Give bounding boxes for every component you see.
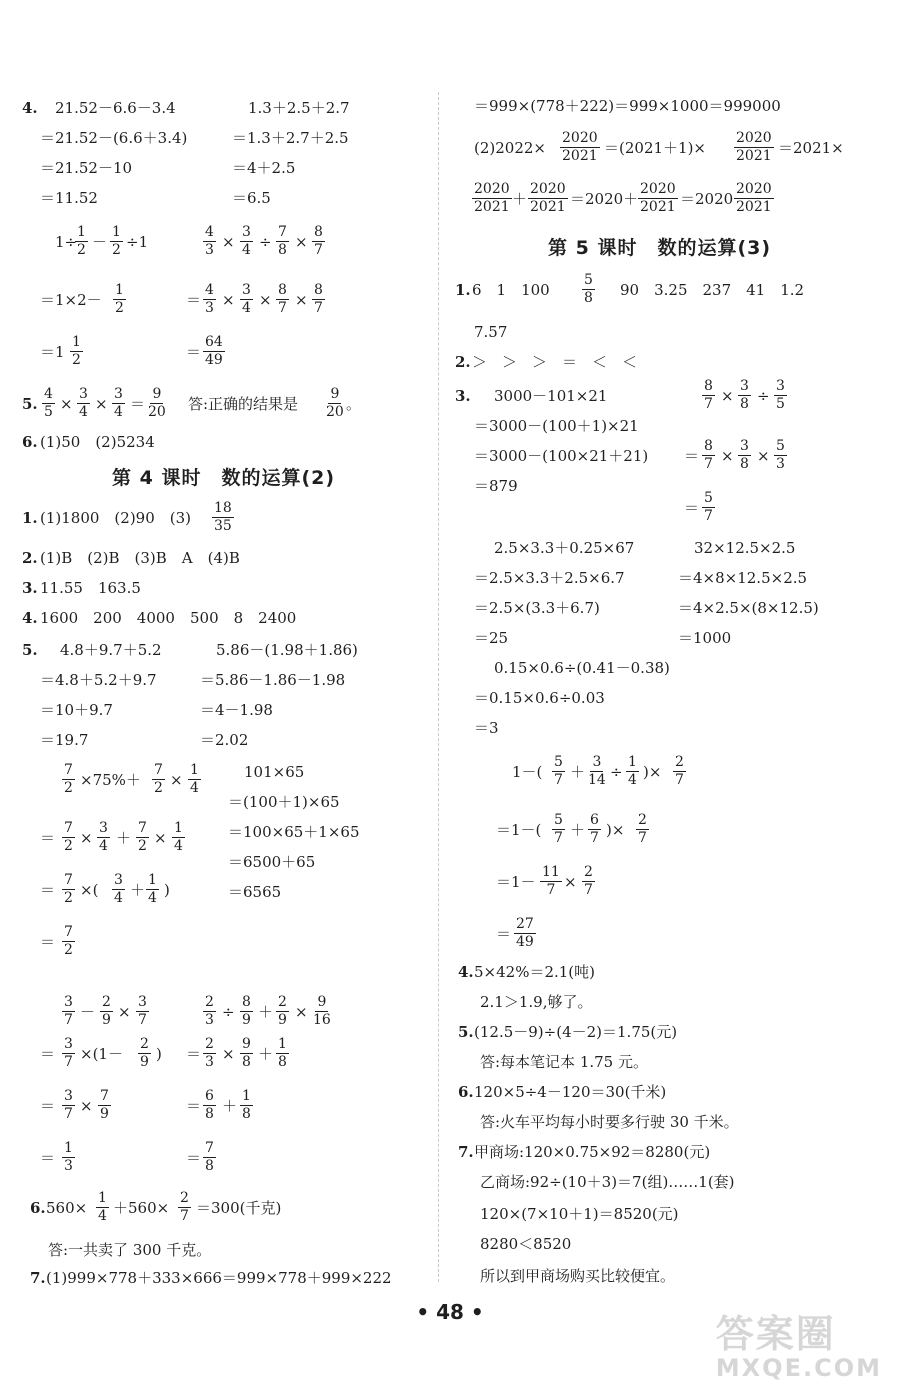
calc-text: －	[92, 233, 108, 251]
question-number: 2.	[22, 549, 38, 567]
calc-text: ×	[721, 447, 734, 465]
calc-text: ＝1－(	[496, 821, 542, 839]
calc-text: ×(	[80, 881, 99, 899]
calc-line: 5×42%＝2.1(吨)	[474, 963, 596, 981]
calc-line: 120×5÷4－120＝30(千米)	[474, 1083, 667, 1101]
calc-text: ＝	[186, 1097, 202, 1115]
calc-line: 5.86－(1.98＋1.86)	[216, 641, 358, 659]
fraction: $\frac{2020}{2021}$	[736, 130, 772, 164]
calc-text: ×	[295, 1003, 308, 1021]
calc-line: ＝4×8×12.5×2.5	[678, 569, 808, 587]
calc-line: ＝21.52－(6.6＋3.4)	[40, 129, 188, 147]
fraction: $\frac{9}{16}$	[313, 994, 331, 1028]
calc-text: ＋	[258, 1045, 274, 1063]
fraction: $\frac{3}{14}$	[588, 754, 606, 788]
fraction: $\frac{11}{7}$	[542, 864, 560, 898]
calc-text: ÷	[610, 763, 623, 781]
fraction: $\frac{6}{8}$	[205, 1088, 214, 1122]
fraction: $\frac{18}{35}$	[214, 500, 232, 534]
calc-line: (1)999×778＋333×666＝999×778＋999×222	[46, 1269, 392, 1287]
fraction: $\frac{2}{3}$	[205, 994, 214, 1028]
calc-text: ＝	[40, 881, 56, 899]
calc-line: ＝999×(778＋222)＝999×1000＝999000	[474, 97, 781, 115]
fraction: $\frac{8}{7}$	[704, 378, 713, 412]
calc-line: ＝6565	[228, 883, 282, 901]
calc-text: ×	[721, 387, 734, 405]
question-number: 2.	[455, 353, 471, 371]
calc-line: 101×65	[244, 763, 305, 781]
calc-line: ＝879	[474, 477, 518, 495]
calc-text: ＝2021×	[778, 139, 844, 157]
calc-text: 1－(	[512, 763, 543, 781]
calc-text: ＝1	[40, 343, 65, 361]
calc-text: ＝	[186, 1045, 202, 1063]
fraction: $\frac{3}{7}$	[64, 994, 73, 1028]
answer-text: 2.1＞1.9,够了。	[480, 993, 593, 1011]
fraction: $\frac{7}{2}$	[64, 762, 73, 796]
question-number: 1.	[22, 509, 38, 527]
fraction: $\frac{1}{4}$	[148, 872, 157, 906]
answer-text: 所以到甲商场购买比较便宜。	[480, 1267, 676, 1285]
calc-line: 4.8＋9.7＋5.2	[60, 641, 162, 659]
fraction: $\frac{2}{7}$	[584, 864, 593, 898]
calc-text: ＝1－	[496, 873, 536, 891]
fraction: $\frac{3}{4}$	[242, 224, 251, 258]
fraction: $\frac{1}{2}$	[115, 282, 124, 316]
answer-text: 11.55 163.5	[40, 579, 141, 597]
fraction: $\frac{1}{3}$	[64, 1140, 73, 1174]
calc-text: ×(1－	[80, 1045, 123, 1063]
calc-text: ＝	[186, 291, 202, 309]
calc-text: ×	[80, 1097, 93, 1115]
calc-line: ＝1.3＋2.7＋2.5	[232, 129, 349, 147]
fraction: $\frac{1}{4}$	[98, 1190, 107, 1224]
calc-text: ×75%＋	[80, 771, 141, 789]
answer-text: 答:一共卖了 300 千克。	[48, 1241, 212, 1259]
question-number: 1.	[455, 281, 471, 299]
calc-text: ＝2020＋	[570, 190, 639, 208]
fraction: $\frac{4}{3}$	[205, 224, 214, 258]
calc-text: ×	[154, 829, 167, 847]
fraction: $\frac{8}{7}$	[314, 282, 323, 316]
fraction: $\frac{2020}{2021}$	[736, 181, 772, 215]
answer-text: 6 1 100	[472, 281, 550, 299]
calc-text: ＝	[40, 933, 56, 951]
fraction: $\frac{7}{2}$	[64, 924, 73, 958]
fraction: $\frac{2020}{2021}$	[640, 181, 676, 215]
calc-text: ×	[118, 1003, 131, 1021]
fraction: $\frac{64}{49}$	[205, 334, 223, 368]
fraction: $\frac{9}{20}$	[148, 386, 166, 420]
calc-line: ＝6500＋65	[228, 853, 316, 871]
calc-line: ＝4×2.5×(8×12.5)	[678, 599, 819, 617]
calc-text: ＋	[570, 821, 586, 839]
calc-text: ×	[60, 395, 73, 413]
column-divider	[438, 92, 440, 1282]
fraction: $\frac{2}{7}$	[180, 1190, 189, 1224]
calc-text: ×	[222, 233, 235, 251]
calc-text: ÷	[757, 387, 770, 405]
fraction: $\frac{2}{9}$	[140, 1036, 149, 1070]
fraction: $\frac{2020}{2021}$	[474, 181, 510, 215]
calc-line: ＝(100＋1)×65	[228, 793, 340, 811]
fraction: $\frac{6}{7}$	[590, 812, 599, 846]
calc-text: ×	[564, 873, 577, 891]
calc-line: (12.5－9)÷(4－2)＝1.75(元)	[474, 1023, 678, 1041]
fraction: $\frac{7}{8}$	[278, 224, 287, 258]
calc-line: ＝4.8＋5.2＋9.7	[40, 671, 157, 689]
fraction: $\frac{4}{3}$	[205, 282, 214, 316]
fraction: $\frac{1}{2}$	[72, 334, 81, 368]
watermark-text: 答案圈	[715, 1312, 836, 1356]
fraction: $\frac{1}{4}$	[190, 762, 199, 796]
calc-text: ×	[80, 829, 93, 847]
calc-line: ＝11.52	[40, 189, 98, 207]
calc-line: 0.15×0.6÷(0.41－0.38)	[494, 659, 670, 677]
calc-text: ＋	[570, 763, 586, 781]
section-heading: 第 4 课时 数的运算(2)	[112, 467, 336, 489]
calc-line: ＝10＋9.7	[40, 701, 113, 719]
calc-text: ＝	[40, 1097, 56, 1115]
fraction: $\frac{1}{2}$	[77, 224, 86, 258]
answer-text: 1600 200 4000 500 8 2400	[40, 609, 297, 627]
fraction: $\frac{8}{9}$	[242, 994, 251, 1028]
fraction: $\frac{5}{7}$	[704, 490, 713, 524]
fraction: $\frac{1}{4}$	[174, 820, 183, 854]
calc-text: )×	[606, 821, 625, 839]
calc-text: ＋	[258, 1003, 274, 1021]
fraction: $\frac{5}{7}$	[554, 754, 563, 788]
calc-text: ×	[95, 395, 108, 413]
calc-text: ＝	[40, 1149, 56, 1167]
calc-line: ＝0.15×0.6÷0.03	[474, 689, 605, 707]
fraction: $\frac{5}{3}$	[776, 438, 785, 472]
question-number: 5.	[22, 395, 38, 413]
calc-text: ＝	[40, 1045, 56, 1063]
calc-text: ＝	[40, 829, 56, 847]
calc-text: ×	[259, 291, 272, 309]
calc-text: ×	[222, 1045, 235, 1063]
answer-text: 7.57	[474, 323, 508, 341]
watermark-logo	[716, 1314, 882, 1382]
fraction: $\frac{3}{4}$	[114, 872, 123, 906]
calc-line: ＝19.7	[40, 731, 89, 749]
calc-text: )×	[643, 763, 662, 781]
fraction: $\frac{5}{8}$	[584, 272, 593, 306]
question-number: 6.	[458, 1083, 474, 1101]
question-number: 6.	[30, 1199, 46, 1217]
calc-text: ＋	[130, 881, 146, 899]
fraction: $\frac{7}{2}$	[64, 820, 73, 854]
answer-text: ＞ ＞ ＞ ＝ ＜ ＜	[472, 353, 638, 371]
answer-text: 90 3.25 237 41 1.2	[620, 281, 805, 299]
fraction: $\frac{8}{7}$	[704, 438, 713, 472]
fraction: $\frac{8}{7}$	[278, 282, 287, 316]
calc-text: ÷	[259, 233, 272, 251]
fraction: $\frac{9}{8}$	[242, 1036, 251, 1070]
calc-line: ＝4－1.98	[200, 701, 273, 719]
calc-text: ×	[295, 233, 308, 251]
answer-text: 答:每本笔记本 1.75 元。	[480, 1053, 648, 1071]
fraction: $\frac{7}{2}$	[154, 762, 163, 796]
answer-text: (1)B (2)B (3)B A (4)B	[40, 549, 240, 567]
fraction: $\frac{1}{4}$	[628, 754, 637, 788]
fraction: $\frac{7}{9}$	[100, 1088, 109, 1122]
fraction: $\frac{7}{2}$	[138, 820, 147, 854]
fraction: $\frac{8}{7}$	[314, 224, 323, 258]
fraction: $\frac{3}{8}$	[740, 438, 749, 472]
calc-line: ＝25	[474, 629, 509, 647]
fraction: $\frac{3}{7}$	[64, 1088, 73, 1122]
calc-text: ×	[757, 447, 770, 465]
fraction: $\frac{3}{5}$	[776, 378, 785, 412]
calc-line: 乙商场:92÷(10＋3)＝7(组)……1(套)	[480, 1173, 735, 1191]
calc-text: ×	[170, 771, 183, 789]
section-heading: 第 5 课时 数的运算(3)	[548, 237, 772, 259]
calc-line: ＝21.52－10	[40, 159, 133, 177]
question-number: 3.	[22, 579, 38, 597]
question-number: 6.	[22, 433, 38, 451]
calc-text: ÷	[222, 1003, 235, 1021]
calc-text: ＝2020	[680, 190, 734, 208]
calc-line: ＝3000－(100×21＋21)	[474, 447, 649, 465]
question-number: 7.	[458, 1143, 474, 1161]
fraction: $\frac{1}{8}$	[242, 1088, 251, 1122]
calc-text: ＝	[130, 395, 146, 413]
calc-line: ＝3	[474, 719, 499, 737]
answer-text: (1)1800 (2)90 (3)	[40, 509, 192, 527]
fraction: $\frac{2}{9}$	[278, 994, 287, 1028]
fraction: $\frac{2}{9}$	[102, 994, 111, 1028]
answer-text: 答:火车平均每小时要多行驶 30 千米。	[480, 1113, 739, 1131]
calc-text: －	[80, 1003, 96, 1021]
calc-line: ＝2.5×(3.3＋6.7)	[474, 599, 600, 617]
calc-text: ＝(2021＋1)×	[604, 139, 706, 157]
calc-text: ＝1×2－	[40, 291, 102, 309]
calc-text: ＝	[684, 499, 700, 517]
watermark-url: MXQE.COM	[715, 1354, 882, 1382]
calc-line: ＝5.86－1.86－1.98	[200, 671, 346, 689]
question-number: 5.	[458, 1023, 474, 1041]
calc-line: ＝1000	[678, 629, 732, 647]
calc-text: (2)2022×	[474, 139, 546, 157]
question-number: 3.	[455, 387, 471, 405]
calc-text: ×	[222, 291, 235, 309]
question-number: 4.	[458, 963, 474, 981]
calc-line: 32×12.5×2.5	[694, 539, 796, 557]
calc-text: ＋	[116, 829, 132, 847]
calc-text: )	[164, 881, 170, 899]
calc-line: 8280＜8520	[480, 1235, 572, 1253]
calc-text: ＝	[496, 925, 512, 943]
fraction: $\frac{2}{3}$	[205, 1036, 214, 1070]
fraction: $\frac{3}{7}$	[64, 1036, 73, 1070]
calc-text: ＝	[684, 447, 700, 465]
fraction: $\frac{3}{8}$	[740, 378, 749, 412]
calc-line: 甲商场:120×0.75×92＝8280(元)	[474, 1143, 711, 1161]
calc-text: ＋	[512, 190, 528, 208]
calc-text: )	[156, 1045, 162, 1063]
calc-line: 2.5×3.3＋0.25×67	[494, 539, 635, 557]
fraction: $\frac{5}{7}$	[554, 812, 563, 846]
fraction: $\frac{7}{8}$	[205, 1140, 214, 1174]
calc-text: ＋	[222, 1097, 238, 1115]
fraction: $\frac{9}{20}$	[326, 386, 344, 420]
fraction: $\frac{3}{4}$	[114, 386, 123, 420]
answer-text: (1)50 (2)5234	[40, 433, 155, 451]
calc-text: 560×	[46, 1199, 88, 1217]
calc-text: 1÷	[55, 233, 78, 251]
calc-text: ＝300(千克)	[196, 1199, 282, 1217]
page-number: • 48 •	[416, 1300, 484, 1324]
fraction: $\frac{1}{8}$	[278, 1036, 287, 1070]
calc-text: ＝	[186, 343, 202, 361]
fraction: $\frac{3}{7}$	[138, 994, 147, 1028]
calc-text: ×	[295, 291, 308, 309]
fraction: $\frac{2}{7}$	[638, 812, 647, 846]
calc-text: ＝	[186, 1149, 202, 1167]
fraction: $\frac{2020}{2021}$	[562, 130, 598, 164]
calc-text: ÷1	[126, 233, 149, 251]
fraction: $\frac{7}{2}$	[64, 872, 73, 906]
fraction: $\frac{3}{4}$	[242, 282, 251, 316]
fraction: $\frac{2}{7}$	[675, 754, 684, 788]
fraction: $\frac{4}{5}$	[44, 386, 53, 420]
answer-text: 答:正确的结果是	[188, 395, 299, 413]
calc-line: ＝6.5	[232, 189, 271, 207]
calc-line: 21.52－6.6－3.4	[55, 99, 176, 117]
calc-line: 120×(7×10＋1)＝8520(元)	[480, 1205, 679, 1223]
question-number: 7.	[30, 1269, 46, 1287]
calc-line: ＝2.5×3.3＋2.5×6.7	[474, 569, 625, 587]
calc-line: ＝2.02	[200, 731, 249, 749]
fraction: $\frac{3}{4}$	[99, 820, 108, 854]
question-number: 5.	[22, 641, 38, 659]
fraction: $\frac{27}{49}$	[516, 916, 534, 950]
calc-text: 。	[346, 395, 362, 413]
calc-line: 1.3＋2.5＋2.7	[248, 99, 350, 117]
calc-text: ＋560×	[113, 1199, 170, 1217]
question-number: 4.	[22, 609, 38, 627]
calc-line: ＝4＋2.5	[232, 159, 296, 177]
calc-line: ＝3000－(100＋1)×21	[474, 417, 639, 435]
calc-line: 3000－101×21	[494, 387, 608, 405]
fraction: $\frac{1}{2}$	[112, 224, 121, 258]
question-number: 4.	[22, 99, 38, 117]
fraction: $\frac{3}{4}$	[79, 386, 88, 420]
fraction: $\frac{2020}{2021}$	[530, 181, 566, 215]
calc-line: ＝100×65＋1×65	[228, 823, 360, 841]
